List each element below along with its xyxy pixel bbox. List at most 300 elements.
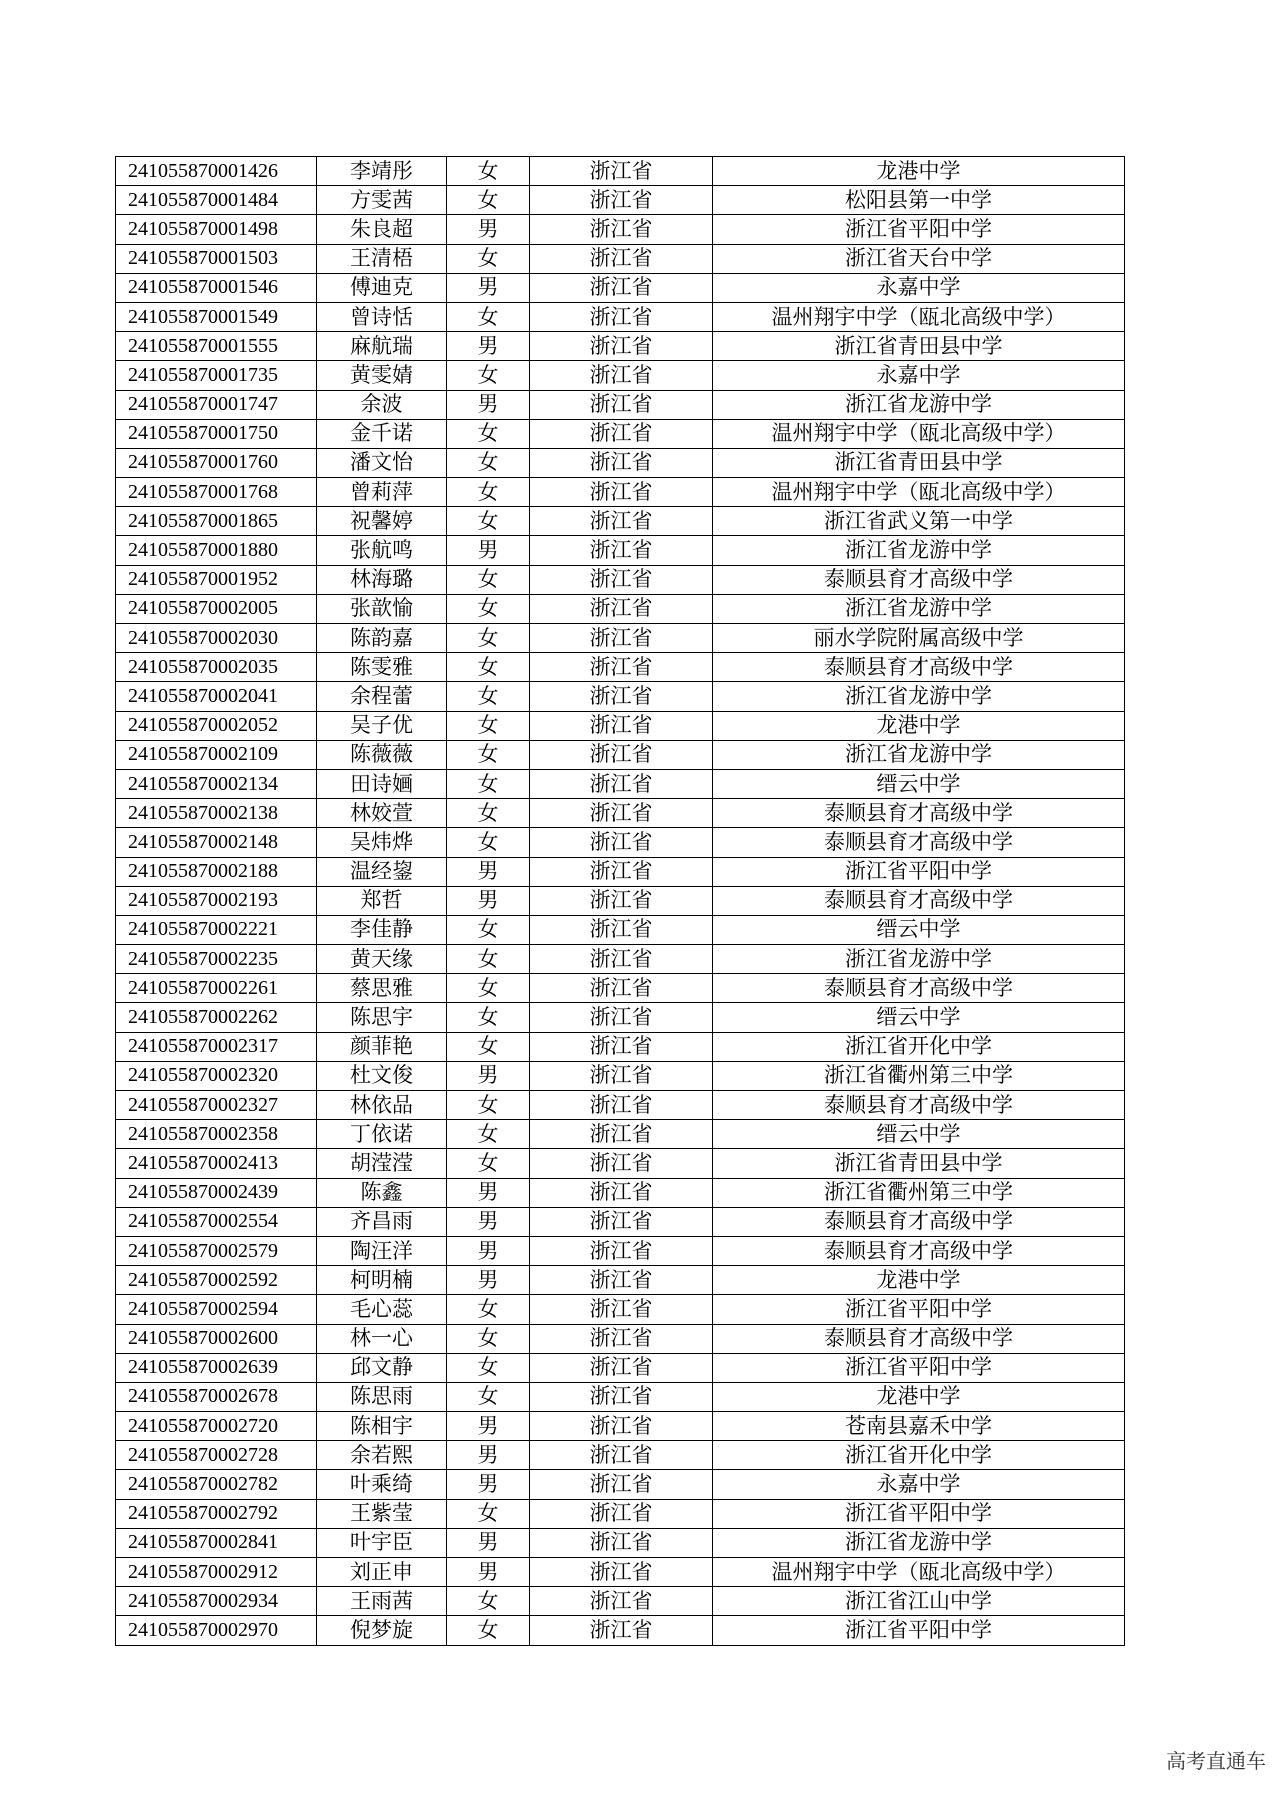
name-cell: 麻航瑞 xyxy=(317,332,447,361)
table-row xyxy=(116,302,1125,331)
province-cell: 浙江省 xyxy=(530,478,713,507)
table-row xyxy=(116,624,1125,653)
school-cell: 苍南县嘉禾中学 xyxy=(713,1412,1125,1441)
table-row xyxy=(116,390,1125,419)
school-cell: 浙江省龙游中学 xyxy=(713,1528,1125,1557)
school-cell: 泰顺县育才高级中学 xyxy=(713,1207,1125,1236)
gender-cell: 女 xyxy=(447,507,530,536)
name-cell: 潘文怡 xyxy=(317,448,447,477)
gender-cell: 女 xyxy=(447,1324,530,1353)
province-cell: 浙江省 xyxy=(530,1499,713,1528)
gender-cell: 女 xyxy=(447,624,530,653)
table-row xyxy=(116,361,1125,390)
gender-cell: 男 xyxy=(447,390,530,419)
province-cell: 浙江省 xyxy=(530,1470,713,1499)
school-cell: 丽水学院附属高级中学 xyxy=(713,624,1125,653)
table-row xyxy=(116,1441,1125,1470)
school-cell: 缙云中学 xyxy=(713,915,1125,944)
table-row xyxy=(116,1558,1125,1587)
candidate-id-cell: 241055870002579 xyxy=(116,1236,317,1265)
candidate-id-cell: 241055870001555 xyxy=(116,332,317,361)
school-cell: 泰顺县育才高级中学 xyxy=(713,974,1125,1003)
school-cell: 浙江省衢州第三中学 xyxy=(713,1178,1125,1207)
gender-cell: 女 xyxy=(447,799,530,828)
province-cell: 浙江省 xyxy=(530,1149,713,1178)
school-cell: 温州翔宇中学（瓯北高级中学） xyxy=(713,419,1125,448)
province-cell: 浙江省 xyxy=(530,1353,713,1382)
candidate-id-cell: 241055870002134 xyxy=(116,769,317,798)
school-cell: 龙港中学 xyxy=(713,711,1125,740)
candidate-id-cell: 241055870002138 xyxy=(116,799,317,828)
table-row xyxy=(116,332,1125,361)
school-cell: 浙江省平阳中学 xyxy=(713,1353,1125,1382)
name-cell: 曾诗恬 xyxy=(317,302,447,331)
table-row xyxy=(116,1207,1125,1236)
province-cell: 浙江省 xyxy=(530,1587,713,1616)
candidate-id-cell: 241055870002235 xyxy=(116,945,317,974)
gender-cell: 男 xyxy=(447,1266,530,1295)
table-row xyxy=(116,886,1125,915)
table-row xyxy=(116,945,1125,974)
gender-cell: 女 xyxy=(447,945,530,974)
candidate-id-cell: 241055870002600 xyxy=(116,1324,317,1353)
name-cell: 叶乘绮 xyxy=(317,1470,447,1499)
candidate-id-cell: 241055870002782 xyxy=(116,1470,317,1499)
school-cell: 浙江省平阳中学 xyxy=(713,215,1125,244)
table-row xyxy=(116,536,1125,565)
gender-cell: 女 xyxy=(447,1149,530,1178)
school-cell: 松阳县第一中学 xyxy=(713,186,1125,215)
candidate-id-cell: 241055870002188 xyxy=(116,857,317,886)
gender-cell: 女 xyxy=(447,740,530,769)
gender-cell: 男 xyxy=(447,332,530,361)
gender-cell: 女 xyxy=(447,769,530,798)
school-cell: 浙江省龙游中学 xyxy=(713,945,1125,974)
province-cell: 浙江省 xyxy=(530,1382,713,1411)
gender-cell: 女 xyxy=(447,157,530,186)
province-cell: 浙江省 xyxy=(530,419,713,448)
gender-cell: 男 xyxy=(447,1441,530,1470)
gender-cell: 女 xyxy=(447,1382,530,1411)
name-cell: 余波 xyxy=(317,390,447,419)
name-cell: 傅迪克 xyxy=(317,273,447,302)
school-cell: 永嘉中学 xyxy=(713,1470,1125,1499)
school-cell: 泰顺县育才高级中学 xyxy=(713,1236,1125,1265)
province-cell: 浙江省 xyxy=(530,1178,713,1207)
name-cell: 郑哲 xyxy=(317,886,447,915)
name-cell: 林姣萱 xyxy=(317,799,447,828)
province-cell: 浙江省 xyxy=(530,740,713,769)
name-cell: 金千诺 xyxy=(317,419,447,448)
name-cell: 余若熙 xyxy=(317,1441,447,1470)
candidate-id-cell: 241055870002639 xyxy=(116,1353,317,1382)
table-row xyxy=(116,1003,1125,1032)
province-cell: 浙江省 xyxy=(530,682,713,711)
gender-cell: 女 xyxy=(447,1091,530,1120)
table-row xyxy=(116,157,1125,186)
candidate-id-cell: 241055870002041 xyxy=(116,682,317,711)
gender-cell: 女 xyxy=(447,1003,530,1032)
school-cell: 温州翔宇中学（瓯北高级中学） xyxy=(713,478,1125,507)
gender-cell: 男 xyxy=(447,886,530,915)
province-cell: 浙江省 xyxy=(530,1528,713,1557)
table-row xyxy=(116,1178,1125,1207)
province-cell: 浙江省 xyxy=(530,1616,713,1645)
candidate-id-cell: 241055870002052 xyxy=(116,711,317,740)
candidate-id-cell: 241055870002148 xyxy=(116,828,317,857)
candidate-id-cell: 241055870002792 xyxy=(116,1499,317,1528)
name-cell: 杜文俊 xyxy=(317,1061,447,1090)
name-cell: 张歆愉 xyxy=(317,594,447,623)
gender-cell: 男 xyxy=(447,1236,530,1265)
gender-cell: 男 xyxy=(447,1178,530,1207)
gender-cell: 女 xyxy=(447,478,530,507)
table-row xyxy=(116,653,1125,682)
table-row xyxy=(116,1266,1125,1295)
school-cell: 浙江省平阳中学 xyxy=(713,857,1125,886)
name-cell: 邱文静 xyxy=(317,1353,447,1382)
candidate-id-cell: 241055870002678 xyxy=(116,1382,317,1411)
candidate-id-cell: 241055870002594 xyxy=(116,1295,317,1324)
table-row xyxy=(116,1353,1125,1382)
gender-cell: 女 xyxy=(447,915,530,944)
name-cell: 齐昌雨 xyxy=(317,1207,447,1236)
gender-cell: 女 xyxy=(447,682,530,711)
school-cell: 泰顺县育才高级中学 xyxy=(713,886,1125,915)
school-cell: 缙云中学 xyxy=(713,1120,1125,1149)
name-cell: 倪梦旋 xyxy=(317,1616,447,1645)
name-cell: 吴子优 xyxy=(317,711,447,740)
name-cell: 林依品 xyxy=(317,1091,447,1120)
province-cell: 浙江省 xyxy=(530,1324,713,1353)
school-cell: 龙港中学 xyxy=(713,1382,1125,1411)
province-cell: 浙江省 xyxy=(530,886,713,915)
table-row xyxy=(116,1587,1125,1616)
candidate-id-cell: 241055870002720 xyxy=(116,1412,317,1441)
gender-cell: 男 xyxy=(447,1207,530,1236)
school-cell: 浙江省平阳中学 xyxy=(713,1616,1125,1645)
province-cell: 浙江省 xyxy=(530,1120,713,1149)
candidate-id-cell: 241055870001546 xyxy=(116,273,317,302)
table-row xyxy=(116,507,1125,536)
province-cell: 浙江省 xyxy=(530,1441,713,1470)
school-cell: 温州翔宇中学（瓯北高级中学） xyxy=(713,302,1125,331)
school-cell: 浙江省龙游中学 xyxy=(713,740,1125,769)
candidate-table-body xyxy=(116,157,1125,1646)
gender-cell: 女 xyxy=(447,419,530,448)
school-cell: 浙江省龙游中学 xyxy=(713,536,1125,565)
name-cell: 祝馨婷 xyxy=(317,507,447,536)
name-cell: 王紫莹 xyxy=(317,1499,447,1528)
table-row xyxy=(116,828,1125,857)
name-cell: 陈鑫 xyxy=(317,1178,447,1207)
table-row xyxy=(116,1382,1125,1411)
gender-cell: 女 xyxy=(447,711,530,740)
gender-cell: 男 xyxy=(447,215,530,244)
candidate-id-cell: 241055870001549 xyxy=(116,302,317,331)
gender-cell: 男 xyxy=(447,1061,530,1090)
table-row xyxy=(116,244,1125,273)
name-cell: 曾莉萍 xyxy=(317,478,447,507)
gender-cell: 女 xyxy=(447,565,530,594)
name-cell: 颜菲艳 xyxy=(317,1032,447,1061)
province-cell: 浙江省 xyxy=(530,945,713,974)
province-cell: 浙江省 xyxy=(530,828,713,857)
name-cell: 李佳静 xyxy=(317,915,447,944)
candidate-id-cell: 241055870002030 xyxy=(116,624,317,653)
gender-cell: 女 xyxy=(447,653,530,682)
gender-cell: 女 xyxy=(447,186,530,215)
table-row xyxy=(116,711,1125,740)
school-cell: 浙江省武义第一中学 xyxy=(713,507,1125,536)
province-cell: 浙江省 xyxy=(530,624,713,653)
province-cell: 浙江省 xyxy=(530,1295,713,1324)
gender-cell: 男 xyxy=(447,1412,530,1441)
candidate-id-cell: 241055870002413 xyxy=(116,1149,317,1178)
candidate-id-cell: 241055870002728 xyxy=(116,1441,317,1470)
name-cell: 李靖彤 xyxy=(317,157,447,186)
province-cell: 浙江省 xyxy=(530,594,713,623)
school-cell: 缙云中学 xyxy=(713,1003,1125,1032)
table-row xyxy=(116,1149,1125,1178)
name-cell: 田诗婳 xyxy=(317,769,447,798)
candidate-id-cell: 241055870001952 xyxy=(116,565,317,594)
name-cell: 黄雯婧 xyxy=(317,361,447,390)
candidate-id-cell: 241055870001503 xyxy=(116,244,317,273)
province-cell: 浙江省 xyxy=(530,186,713,215)
gender-cell: 女 xyxy=(447,448,530,477)
table-row xyxy=(116,1295,1125,1324)
candidate-id-cell: 241055870002035 xyxy=(116,653,317,682)
school-cell: 浙江省龙游中学 xyxy=(713,682,1125,711)
gender-cell: 男 xyxy=(447,536,530,565)
province-cell: 浙江省 xyxy=(530,448,713,477)
school-cell: 浙江省平阳中学 xyxy=(713,1295,1125,1324)
candidate-id-cell: 241055870001735 xyxy=(116,361,317,390)
table-row xyxy=(116,1499,1125,1528)
candidate-id-cell: 241055870002327 xyxy=(116,1091,317,1120)
school-cell: 龙港中学 xyxy=(713,157,1125,186)
name-cell: 丁依诺 xyxy=(317,1120,447,1149)
name-cell: 余程蕾 xyxy=(317,682,447,711)
name-cell: 毛心蕊 xyxy=(317,1295,447,1324)
table-row xyxy=(116,974,1125,1003)
table-row xyxy=(116,1236,1125,1265)
gender-cell: 女 xyxy=(447,1499,530,1528)
candidate-id-cell: 241055870002554 xyxy=(116,1207,317,1236)
school-cell: 浙江省开化中学 xyxy=(713,1032,1125,1061)
school-cell: 浙江省龙游中学 xyxy=(713,390,1125,419)
province-cell: 浙江省 xyxy=(530,1558,713,1587)
school-cell: 永嘉中学 xyxy=(713,361,1125,390)
candidate-id-cell: 241055870002970 xyxy=(116,1616,317,1645)
candidate-id-cell: 241055870001865 xyxy=(116,507,317,536)
province-cell: 浙江省 xyxy=(530,974,713,1003)
table-row xyxy=(116,1412,1125,1441)
candidate-id-cell: 241055870002317 xyxy=(116,1032,317,1061)
candidate-id-cell: 241055870001498 xyxy=(116,215,317,244)
gender-cell: 女 xyxy=(447,974,530,1003)
candidate-id-cell: 241055870002109 xyxy=(116,740,317,769)
name-cell: 陶汪洋 xyxy=(317,1236,447,1265)
school-cell: 浙江省青田县中学 xyxy=(713,1149,1125,1178)
candidate-id-cell: 241055870001747 xyxy=(116,390,317,419)
gender-cell: 女 xyxy=(447,1587,530,1616)
province-cell: 浙江省 xyxy=(530,565,713,594)
province-cell: 浙江省 xyxy=(530,857,713,886)
table-row xyxy=(116,594,1125,623)
school-cell: 泰顺县育才高级中学 xyxy=(713,1091,1125,1120)
gender-cell: 女 xyxy=(447,1616,530,1645)
school-cell: 泰顺县育才高级中学 xyxy=(713,799,1125,828)
gender-cell: 男 xyxy=(447,857,530,886)
name-cell: 温经鋆 xyxy=(317,857,447,886)
candidate-id-cell: 241055870002320 xyxy=(116,1061,317,1090)
table-row xyxy=(116,478,1125,507)
province-cell: 浙江省 xyxy=(530,157,713,186)
table-row xyxy=(116,915,1125,944)
province-cell: 浙江省 xyxy=(530,799,713,828)
name-cell: 陈思宇 xyxy=(317,1003,447,1032)
table-row xyxy=(116,740,1125,769)
candidate-id-cell: 241055870002912 xyxy=(116,1558,317,1587)
gender-cell: 男 xyxy=(447,273,530,302)
name-cell: 朱良超 xyxy=(317,215,447,244)
province-cell: 浙江省 xyxy=(530,215,713,244)
province-cell: 浙江省 xyxy=(530,273,713,302)
province-cell: 浙江省 xyxy=(530,1061,713,1090)
table-row xyxy=(116,1091,1125,1120)
table-row xyxy=(116,448,1125,477)
table-row xyxy=(116,215,1125,244)
table-row xyxy=(116,1470,1125,1499)
candidate-table xyxy=(115,156,1125,1646)
province-cell: 浙江省 xyxy=(530,1003,713,1032)
name-cell: 林一心 xyxy=(317,1324,447,1353)
table-row xyxy=(116,857,1125,886)
table-row xyxy=(116,1616,1125,1645)
school-cell: 浙江省衢州第三中学 xyxy=(713,1061,1125,1090)
school-cell: 浙江省天台中学 xyxy=(713,244,1125,273)
candidate-id-cell: 241055870001426 xyxy=(116,157,317,186)
school-cell: 泰顺县育才高级中学 xyxy=(713,1324,1125,1353)
candidate-id-cell: 241055870002934 xyxy=(116,1587,317,1616)
school-cell: 浙江省开化中学 xyxy=(713,1441,1125,1470)
province-cell: 浙江省 xyxy=(530,507,713,536)
candidate-id-cell: 241055870002358 xyxy=(116,1120,317,1149)
school-cell: 龙港中学 xyxy=(713,1266,1125,1295)
province-cell: 浙江省 xyxy=(530,390,713,419)
table-row xyxy=(116,1324,1125,1353)
name-cell: 王清梧 xyxy=(317,244,447,273)
table-row xyxy=(116,1032,1125,1061)
province-cell: 浙江省 xyxy=(530,536,713,565)
table-row xyxy=(116,273,1125,302)
province-cell: 浙江省 xyxy=(530,653,713,682)
school-cell: 浙江省青田县中学 xyxy=(713,332,1125,361)
candidate-id-cell: 241055870002841 xyxy=(116,1528,317,1557)
school-cell: 浙江省青田县中学 xyxy=(713,448,1125,477)
gender-cell: 男 xyxy=(447,1558,530,1587)
school-cell: 温州翔宇中学（瓯北高级中学） xyxy=(713,1558,1125,1587)
gender-cell: 女 xyxy=(447,1353,530,1382)
name-cell: 刘正申 xyxy=(317,1558,447,1587)
school-cell: 缙云中学 xyxy=(713,769,1125,798)
table-row xyxy=(116,682,1125,711)
candidate-id-cell: 241055870002193 xyxy=(116,886,317,915)
province-cell: 浙江省 xyxy=(530,1236,713,1265)
name-cell: 叶宇臣 xyxy=(317,1528,447,1557)
school-cell: 浙江省江山中学 xyxy=(713,1587,1125,1616)
gender-cell: 女 xyxy=(447,244,530,273)
province-cell: 浙江省 xyxy=(530,769,713,798)
table-row xyxy=(116,799,1125,828)
name-cell: 吴炜烨 xyxy=(317,828,447,857)
table-row xyxy=(116,565,1125,594)
school-cell: 浙江省龙游中学 xyxy=(713,594,1125,623)
name-cell: 陈雯雅 xyxy=(317,653,447,682)
gender-cell: 女 xyxy=(447,594,530,623)
candidate-id-cell: 241055870002262 xyxy=(116,1003,317,1032)
province-cell: 浙江省 xyxy=(530,361,713,390)
name-cell: 张航鸣 xyxy=(317,536,447,565)
name-cell: 陈思雨 xyxy=(317,1382,447,1411)
candidate-id-cell: 241055870002592 xyxy=(116,1266,317,1295)
gender-cell: 女 xyxy=(447,828,530,857)
gender-cell: 男 xyxy=(447,1528,530,1557)
province-cell: 浙江省 xyxy=(530,332,713,361)
gender-cell: 女 xyxy=(447,361,530,390)
province-cell: 浙江省 xyxy=(530,302,713,331)
name-cell: 王雨茜 xyxy=(317,1587,447,1616)
name-cell: 蔡思雅 xyxy=(317,974,447,1003)
province-cell: 浙江省 xyxy=(530,244,713,273)
candidate-id-cell: 241055870001760 xyxy=(116,448,317,477)
watermark-text: 高考直通车 xyxy=(1166,1749,1266,1773)
name-cell: 黄天缘 xyxy=(317,945,447,974)
table-row xyxy=(116,1120,1125,1149)
candidate-id-cell: 241055870002005 xyxy=(116,594,317,623)
candidate-id-cell: 241055870002439 xyxy=(116,1178,317,1207)
table-row xyxy=(116,1528,1125,1557)
gender-cell: 女 xyxy=(447,1120,530,1149)
name-cell: 陈薇薇 xyxy=(317,740,447,769)
candidate-id-cell: 241055870001750 xyxy=(116,419,317,448)
name-cell: 陈韵嘉 xyxy=(317,624,447,653)
school-cell: 永嘉中学 xyxy=(713,273,1125,302)
school-cell: 泰顺县育才高级中学 xyxy=(713,565,1125,594)
school-cell: 泰顺县育才高级中学 xyxy=(713,828,1125,857)
name-cell: 柯明楠 xyxy=(317,1266,447,1295)
school-cell: 泰顺县育才高级中学 xyxy=(713,653,1125,682)
candidate-id-cell: 241055870001484 xyxy=(116,186,317,215)
province-cell: 浙江省 xyxy=(530,1032,713,1061)
name-cell: 陈相宇 xyxy=(317,1412,447,1441)
gender-cell: 女 xyxy=(447,1032,530,1061)
school-cell: 浙江省平阳中学 xyxy=(713,1499,1125,1528)
table-row xyxy=(116,769,1125,798)
province-cell: 浙江省 xyxy=(530,1266,713,1295)
name-cell: 方雯茜 xyxy=(317,186,447,215)
candidate-id-cell: 241055870001880 xyxy=(116,536,317,565)
gender-cell: 女 xyxy=(447,302,530,331)
table-row xyxy=(116,186,1125,215)
province-cell: 浙江省 xyxy=(530,915,713,944)
province-cell: 浙江省 xyxy=(530,711,713,740)
table-row xyxy=(116,419,1125,448)
table-row xyxy=(116,1061,1125,1090)
name-cell: 林海璐 xyxy=(317,565,447,594)
